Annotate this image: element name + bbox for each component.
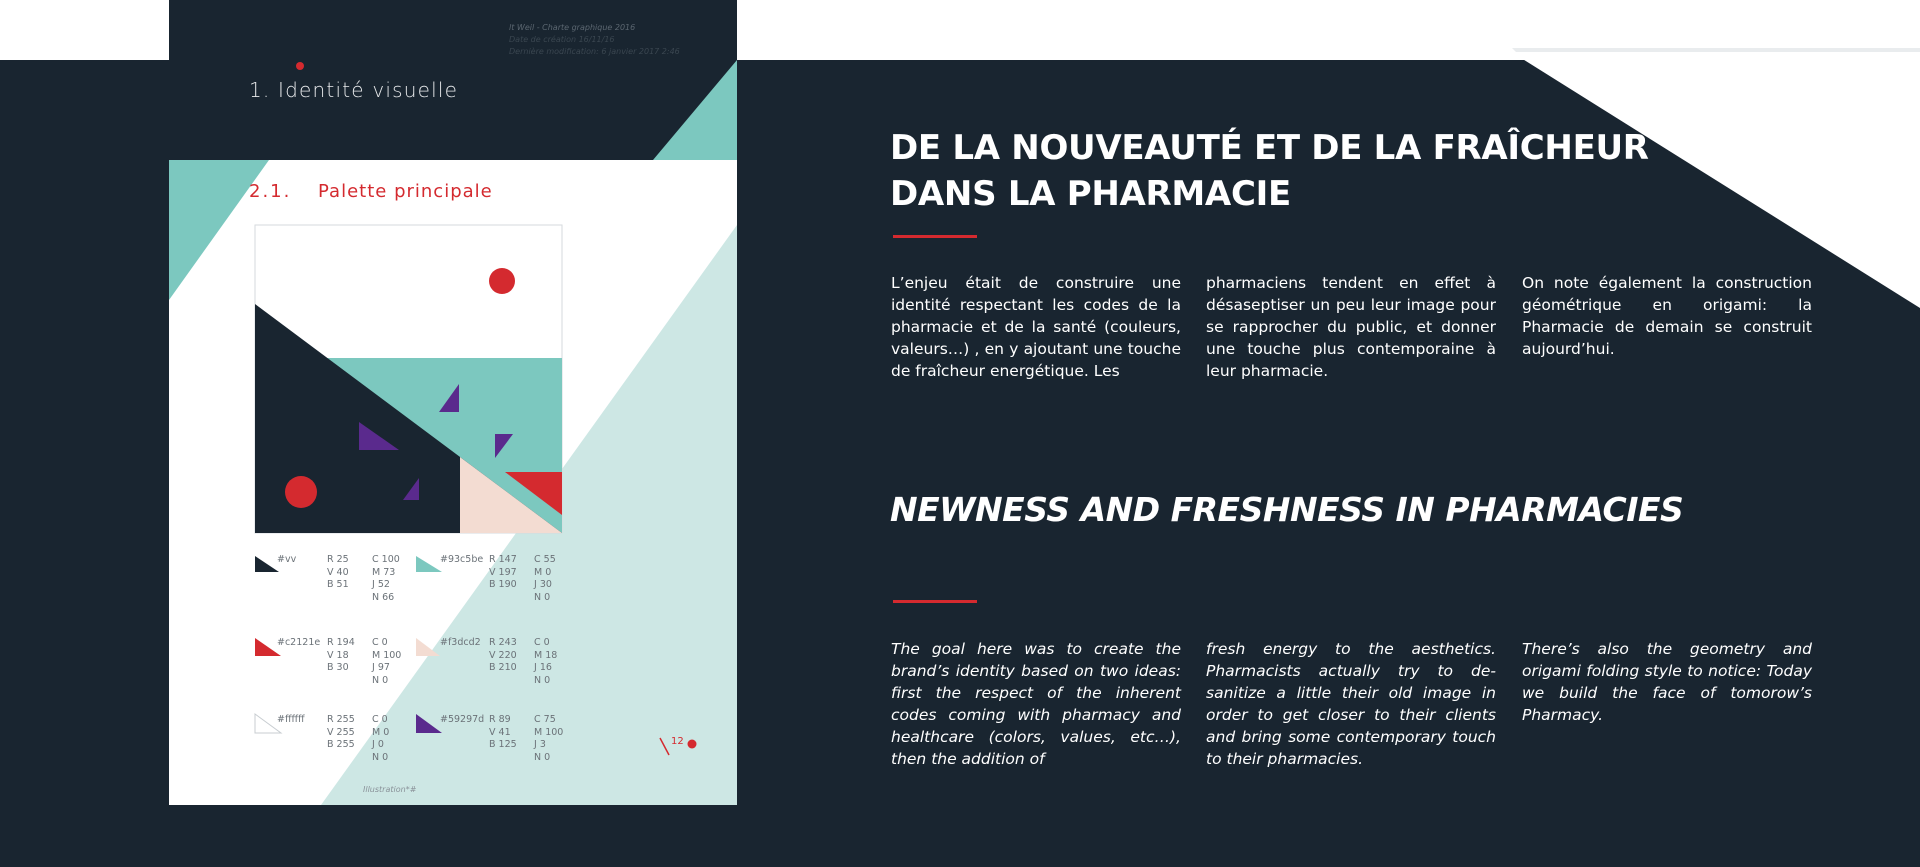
cmyk-m: M 100 — [534, 726, 564, 738]
swatch-cmyk — [372, 637, 401, 687]
swatch-cmyk — [372, 554, 400, 604]
cmyk-c: C 55 — [534, 554, 556, 565]
cmyk-j: J 0 — [372, 739, 384, 750]
section-number: 2.1. — [249, 181, 292, 202]
rgb-b: B 190 — [489, 579, 517, 590]
rgb-r: R 25 — [327, 554, 349, 565]
swatch-cmyk — [534, 554, 556, 604]
cmyk-j: J 97 — [372, 662, 390, 673]
cmyk-n: N 0 — [372, 751, 389, 763]
cmyk-n: N 0 — [372, 674, 389, 686]
rgb-g: V 18 — [327, 649, 349, 661]
swatch-rgb — [327, 554, 349, 592]
rgb-g: V 40 — [327, 566, 349, 578]
english-column-2: fresh energy to the aesthetics. Pharmacists actually try to de-sanitize a little their old image in order to get closer to their clients and bring some contemporary touch to their pharmacies. — [1206, 640, 1496, 768]
cmyk-j: J 30 — [534, 579, 552, 590]
cmyk-m: M 0 — [534, 566, 552, 578]
rgb-g: V 197 — [489, 566, 517, 578]
swatch-rgb — [489, 554, 517, 592]
swatch-cmyk — [534, 637, 557, 687]
header-red-dot — [296, 62, 304, 70]
cmyk-n: N 0 — [534, 591, 551, 603]
cmyk-n: N 0 — [534, 751, 551, 763]
cmyk-m: M 0 — [372, 726, 390, 738]
english-red-rule — [893, 600, 977, 603]
rgb-b: B 125 — [489, 739, 517, 750]
rgb-r: R 147 — [489, 554, 517, 565]
meta-line-3: Dernière modification: 6 janvier 2017 2:46 — [509, 47, 680, 56]
cmyk-j: J 16 — [534, 662, 552, 673]
brand-guide-page — [169, 0, 737, 805]
rgb-r: R 255 — [327, 714, 355, 725]
swatch-hex: #ffffff — [277, 714, 305, 725]
rgb-b: B 255 — [327, 739, 355, 750]
english-column-1: The goal here was to create the brand’s identity based on two ideas: first the respect of the inherent codes coming with pharmacy and healthcare (colors, values, etc…), then the addition of — [891, 640, 1181, 768]
swatch-hex: #c2121e — [277, 637, 321, 648]
page-title: 1. Identité visuelle — [249, 78, 459, 102]
rgb-g: V 255 — [327, 726, 355, 738]
french-headline-line-2: DANS LA PHARMACIE — [890, 174, 1291, 214]
swatch-rgb — [327, 637, 355, 675]
cmyk-c: C 100 — [372, 554, 400, 565]
rgb-g: V 41 — [489, 726, 511, 738]
french-red-rule — [893, 235, 977, 238]
swatch-rgb — [489, 714, 517, 752]
french-column-2: pharmaciens tendent en effet à désaseptiser un peu leur image pour se rapprocher du public, et donner une touche plus contemporaine à leur pharmacie. — [1206, 274, 1496, 380]
rgb-b: B 30 — [327, 662, 349, 673]
cmyk-c: C 0 — [534, 637, 550, 648]
french-column-1: L’enjeu était de construire une identité respectant les codes de la pharmacie et de la santé (couleurs, valeurs…) , en y ajoutant une touche de fraîcheur energétique. Les — [891, 274, 1181, 380]
cmyk-n: N 0 — [534, 674, 551, 686]
meta-line-2: Date de création 16/11/16 — [509, 35, 615, 44]
cmyk-m: M 18 — [534, 649, 558, 661]
cmyk-j: J 3 — [534, 739, 546, 750]
cmyk-m: M 100 — [372, 649, 402, 661]
french-column-3: On note également la construction géométrique en origami: la Pharmacie de demain se construit aujourd’hui. — [1522, 274, 1812, 358]
swatch-hex: #59297d — [440, 714, 485, 725]
cmyk-c: C 0 — [372, 714, 388, 725]
rgb-b: B 51 — [327, 579, 349, 590]
rgb-r: R 243 — [489, 637, 517, 648]
page-number-dot — [688, 740, 697, 749]
rgb-b: B 210 — [489, 662, 517, 673]
swatch-hex: #vv — [277, 554, 297, 565]
illustration-label: Illustration*# — [363, 785, 417, 794]
swatch-hex: #93c5be — [440, 554, 484, 565]
cmyk-m: M 73 — [372, 566, 396, 578]
swatch-cmyk — [534, 714, 563, 764]
french-headline — [890, 125, 1650, 217]
french-headline-line-1: DE LA NOUVEAUTÉ ET DE LA FRAÎCHEUR — [890, 128, 1649, 168]
meta-line-1: lt Weil - Charte graphique 2016 — [509, 23, 636, 32]
english-headline: NEWNESS AND FRESHNESS IN PHARMACIES — [890, 490, 1684, 529]
section-title: Palette principale — [318, 181, 493, 202]
swatch-rgb — [327, 714, 355, 752]
cmyk-c: C 75 — [534, 714, 556, 725]
document-meta — [509, 22, 680, 58]
swatch-hex: #f3dcd2 — [440, 637, 481, 648]
page-number: 12 — [671, 736, 684, 747]
swatch-rgb — [489, 637, 517, 675]
english-column-3: There’s also the geometry and origami folding style to notice: Today we build the face of tomorow’s Pharmacy. — [1522, 640, 1812, 724]
rgb-r: R 89 — [489, 714, 511, 725]
rgb-g: V 220 — [489, 649, 517, 661]
cmyk-j: J 52 — [372, 579, 390, 590]
cmyk-c: C 0 — [372, 637, 388, 648]
cmyk-n: N 66 — [372, 591, 395, 603]
rgb-r: R 194 — [327, 637, 355, 648]
page-artwork — [169, 0, 737, 805]
palette-illustration — [255, 225, 562, 533]
swatch-cmyk — [372, 714, 389, 764]
